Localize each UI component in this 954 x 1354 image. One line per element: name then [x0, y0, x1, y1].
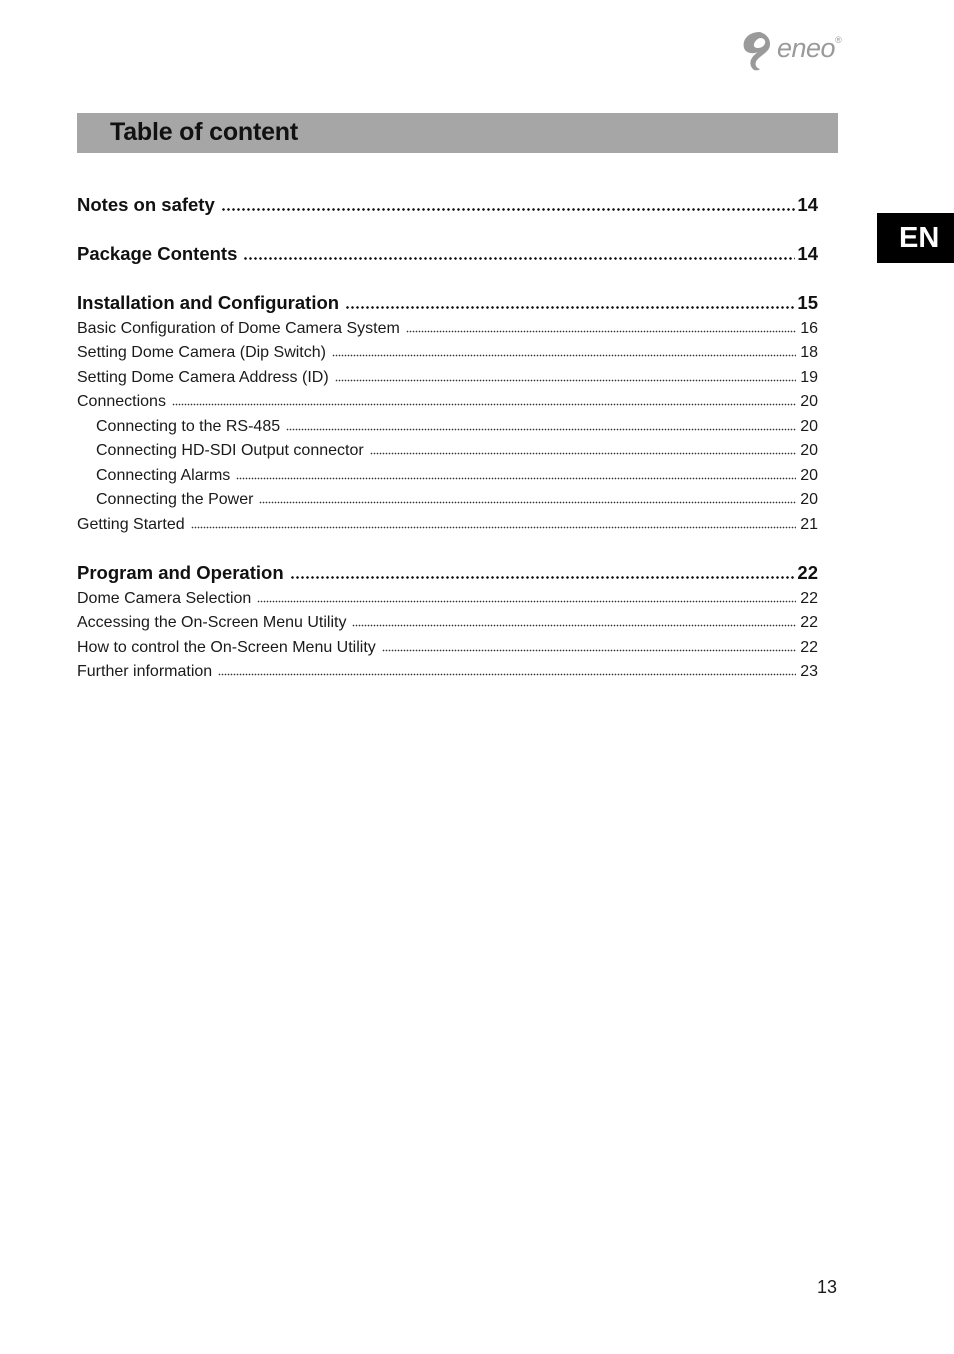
toc-entry[interactable] [77, 562, 818, 584]
toc-entry[interactable] [77, 393, 818, 411]
toc-entry[interactable] [77, 194, 818, 216]
language-tab: EN [877, 213, 954, 263]
toc-entry[interactable] [77, 639, 818, 657]
registered-mark: ® [835, 35, 842, 45]
toc-entry[interactable] [77, 418, 818, 436]
toc-entry-label: Dome Camera Selection [77, 590, 252, 607]
toc-entry-page: 23 [800, 663, 818, 680]
toc-entry-label: Installation and Configuration [77, 292, 340, 313]
toc-entry[interactable] [77, 243, 818, 265]
toc-dot-leader [370, 452, 797, 455]
toc-dot-leader [191, 526, 797, 529]
toc-entry-label: How to control the On-Screen Menu Utility [77, 639, 376, 656]
toc-entry-page: 14 [797, 194, 818, 215]
title-bar [77, 113, 838, 153]
toc-entry-page: 16 [800, 320, 818, 337]
page-number: 13 [817, 1277, 838, 1297]
toc-entry-label: Setting Dome Camera (Dip Switch) [77, 344, 326, 361]
toc-dot-leader [172, 403, 796, 406]
toc-dot-leader [335, 379, 797, 382]
toc-entry[interactable] [77, 614, 818, 632]
toc-entry-page: 15 [797, 292, 818, 313]
toc-dot-leader [221, 206, 796, 212]
toc-entry[interactable] [77, 320, 818, 338]
toc-entry-label: Notes on safety [77, 194, 215, 215]
toc-entry-page: 20 [800, 393, 818, 410]
toc-entry-label: Basic Configuration of Dome Camera System [77, 320, 400, 337]
toc-entry-label: Connecting the Power [96, 491, 254, 508]
toc-dot-leader [259, 501, 796, 504]
toc-entry-page: 20 [800, 418, 818, 435]
toc-entry-page: 19 [800, 369, 818, 386]
toc-dot-leader [236, 477, 796, 480]
toc-entry[interactable] [77, 590, 818, 608]
toc-entry-label: Connecting Alarms [96, 467, 231, 484]
toc-dot-leader [218, 673, 796, 676]
toc-entry-label: Further information [77, 663, 213, 680]
toc-entry-label: Accessing the On-Screen Menu Utility [77, 614, 347, 631]
toc-entry[interactable] [77, 516, 818, 534]
toc-entry[interactable] [77, 467, 818, 485]
toc-entry-page: 22 [800, 614, 818, 631]
toc-entry-page: 21 [800, 516, 818, 533]
toc-entry-label: Getting Started [77, 516, 185, 533]
toc-entry-page: 20 [800, 491, 818, 508]
eneo-swirl-icon [740, 30, 774, 72]
toc-entry-page: 22 [797, 562, 818, 583]
toc-dot-leader [345, 304, 795, 310]
toc-dot-leader [382, 649, 796, 652]
toc-dot-leader [290, 574, 796, 580]
toc-entry-label: Connections [77, 393, 166, 410]
toc-entry-label: Package Contents [77, 243, 238, 264]
toc-dot-leader [352, 624, 796, 627]
toc-entry-page: 22 [800, 639, 818, 656]
page-title: Table of content [110, 118, 298, 146]
toc-entry-page: 20 [800, 442, 818, 459]
toc-entry-label: Setting Dome Camera Address (ID) [77, 369, 329, 386]
toc-entry-label: Connecting HD-SDI Output connector [96, 442, 364, 459]
toc-entry[interactable] [77, 369, 818, 387]
toc-entry[interactable] [77, 491, 818, 509]
toc-entry[interactable] [77, 292, 818, 314]
toc-entry-page: 18 [800, 344, 818, 361]
toc-entry-page: 14 [797, 243, 818, 264]
toc-entry[interactable] [77, 344, 818, 362]
toc-dot-leader [406, 330, 796, 333]
toc-entry[interactable] [77, 663, 818, 681]
toc-dot-leader [332, 354, 796, 357]
toc-dot-leader [286, 428, 796, 431]
toc-entry-page: 22 [800, 590, 818, 607]
toc-entry-label: Connecting to the RS-485 [96, 418, 281, 435]
logo-text: eneo [777, 33, 836, 63]
toc-dot-leader [257, 600, 796, 603]
eneo-logo [740, 30, 840, 72]
toc-entry-label: Program and Operation [77, 562, 284, 583]
toc-entry[interactable] [77, 442, 818, 460]
toc-dot-leader [243, 255, 795, 261]
toc-entry-page: 20 [800, 467, 818, 484]
